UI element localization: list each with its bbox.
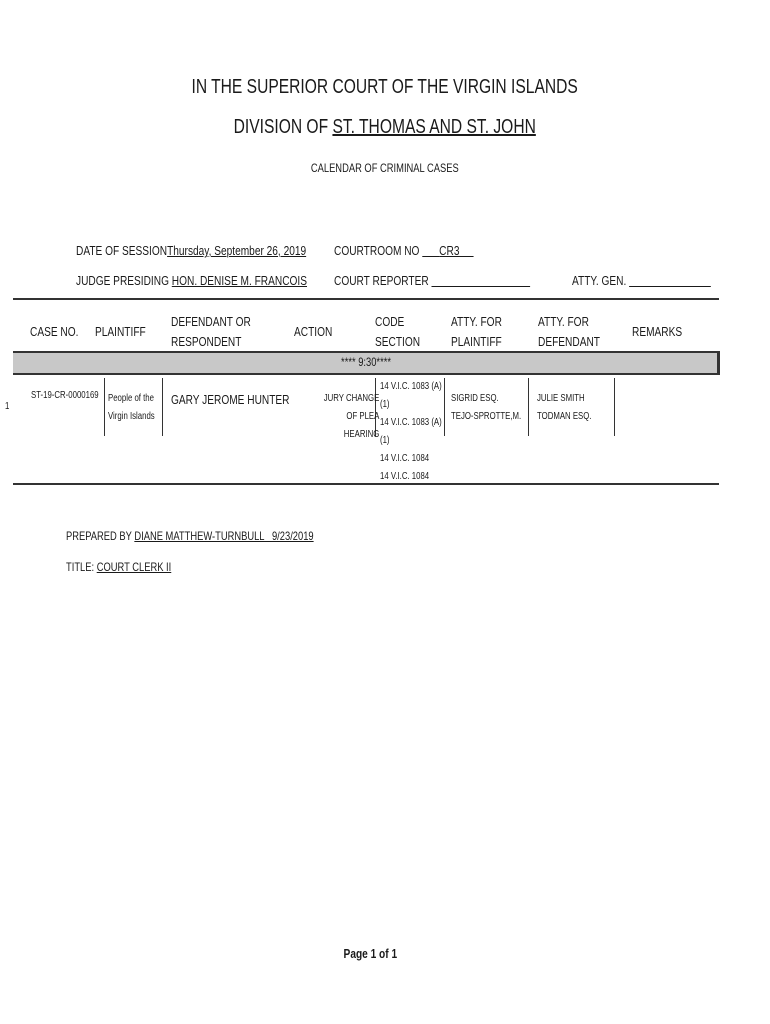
- atty-gen: [572, 273, 750, 288]
- page-number: Page 1 of 1: [343, 946, 397, 961]
- col-remarks: REMARKS: [632, 324, 683, 339]
- judge-value: HON. DENISE M. FRANCOIS: [171, 273, 308, 288]
- courtroom-label: COURTROOM NO: [334, 243, 420, 258]
- judge-presiding: [76, 273, 372, 288]
- session-date-value: Thursday, September 26, 2019: [167, 243, 307, 258]
- plaintiff-name: People of the Virgin Islands: [108, 393, 155, 422]
- court-line: IN THE SUPERIOR COURT OF THE VIRGIN ISLANDS: [191, 76, 579, 98]
- session-date: [76, 243, 371, 258]
- calendar-title-wrap: [0, 159, 770, 177]
- division-heading: [0, 116, 770, 139]
- col-action: ACTION: [294, 324, 333, 339]
- col-atty-plaintiff: ATTY. FOR PLAINTIFF: [451, 314, 502, 349]
- title-label: TITLE:: [66, 560, 95, 574]
- time-slot: **** 9:30****: [341, 355, 392, 369]
- judge-label: JUDGE PRESIDING: [76, 273, 169, 288]
- col-plaintiff: PLAINTIFF: [95, 324, 146, 339]
- courtroom-value: CR3: [439, 243, 460, 258]
- reporter-label: COURT REPORTER: [334, 273, 429, 288]
- title-line: [66, 560, 201, 574]
- atty-gen-label: ATTY. GEN.: [572, 273, 627, 288]
- row-number: 1: [5, 401, 10, 412]
- prepared-by: [66, 529, 383, 543]
- col-defendant: DEFENDANT OR RESPONDENT: [171, 314, 251, 349]
- atty-defendant-name: JULIE SMITH TODMAN ESQ.: [537, 393, 592, 422]
- col-atty-defendant: ATTY. FOR DEFENDANT: [538, 314, 600, 349]
- prepared-value: DIANE MATTHEW-TURNBULL 9/23/2019: [134, 529, 314, 543]
- row-divider: [614, 378, 615, 436]
- title-value: COURT CLERK II: [96, 560, 172, 574]
- defendant-name: GARY JEROME HUNTER: [171, 392, 290, 407]
- prepared-label: PREPARED BY: [66, 529, 132, 543]
- session-date-label: DATE OF SESSION: [76, 243, 168, 258]
- calendar-title: CALENDAR OF CRIMINAL CASES: [311, 161, 459, 175]
- col-code-section: CODE SECTION: [375, 314, 421, 349]
- action-text: JURY CHANGE OF PLEA HEARING: [323, 393, 380, 440]
- court-reporter: [334, 273, 585, 288]
- division-prefix: DIVISION OF: [233, 116, 329, 138]
- case-number: ST-19-CR-0000169: [31, 390, 99, 401]
- col-case-no: CASE NO.: [30, 324, 79, 339]
- court-heading: [0, 76, 770, 99]
- courtroom-number: [334, 243, 513, 258]
- code-section-list: 14 V.I.C. 1083 (A) (1) 14 V.I.C. 1083 (A) (1) 14 V.I.C. 1084 14 V.I.C. 1084: [380, 381, 442, 482]
- atty-plaintiff-name: SIGRID ESQ. TEJO-SPROTTE,M.: [451, 393, 522, 422]
- division-name: ST. THOMAS AND ST. JOHN: [332, 116, 537, 138]
- table-bottom-rule: [13, 483, 719, 485]
- table-top-rule: [13, 298, 719, 300]
